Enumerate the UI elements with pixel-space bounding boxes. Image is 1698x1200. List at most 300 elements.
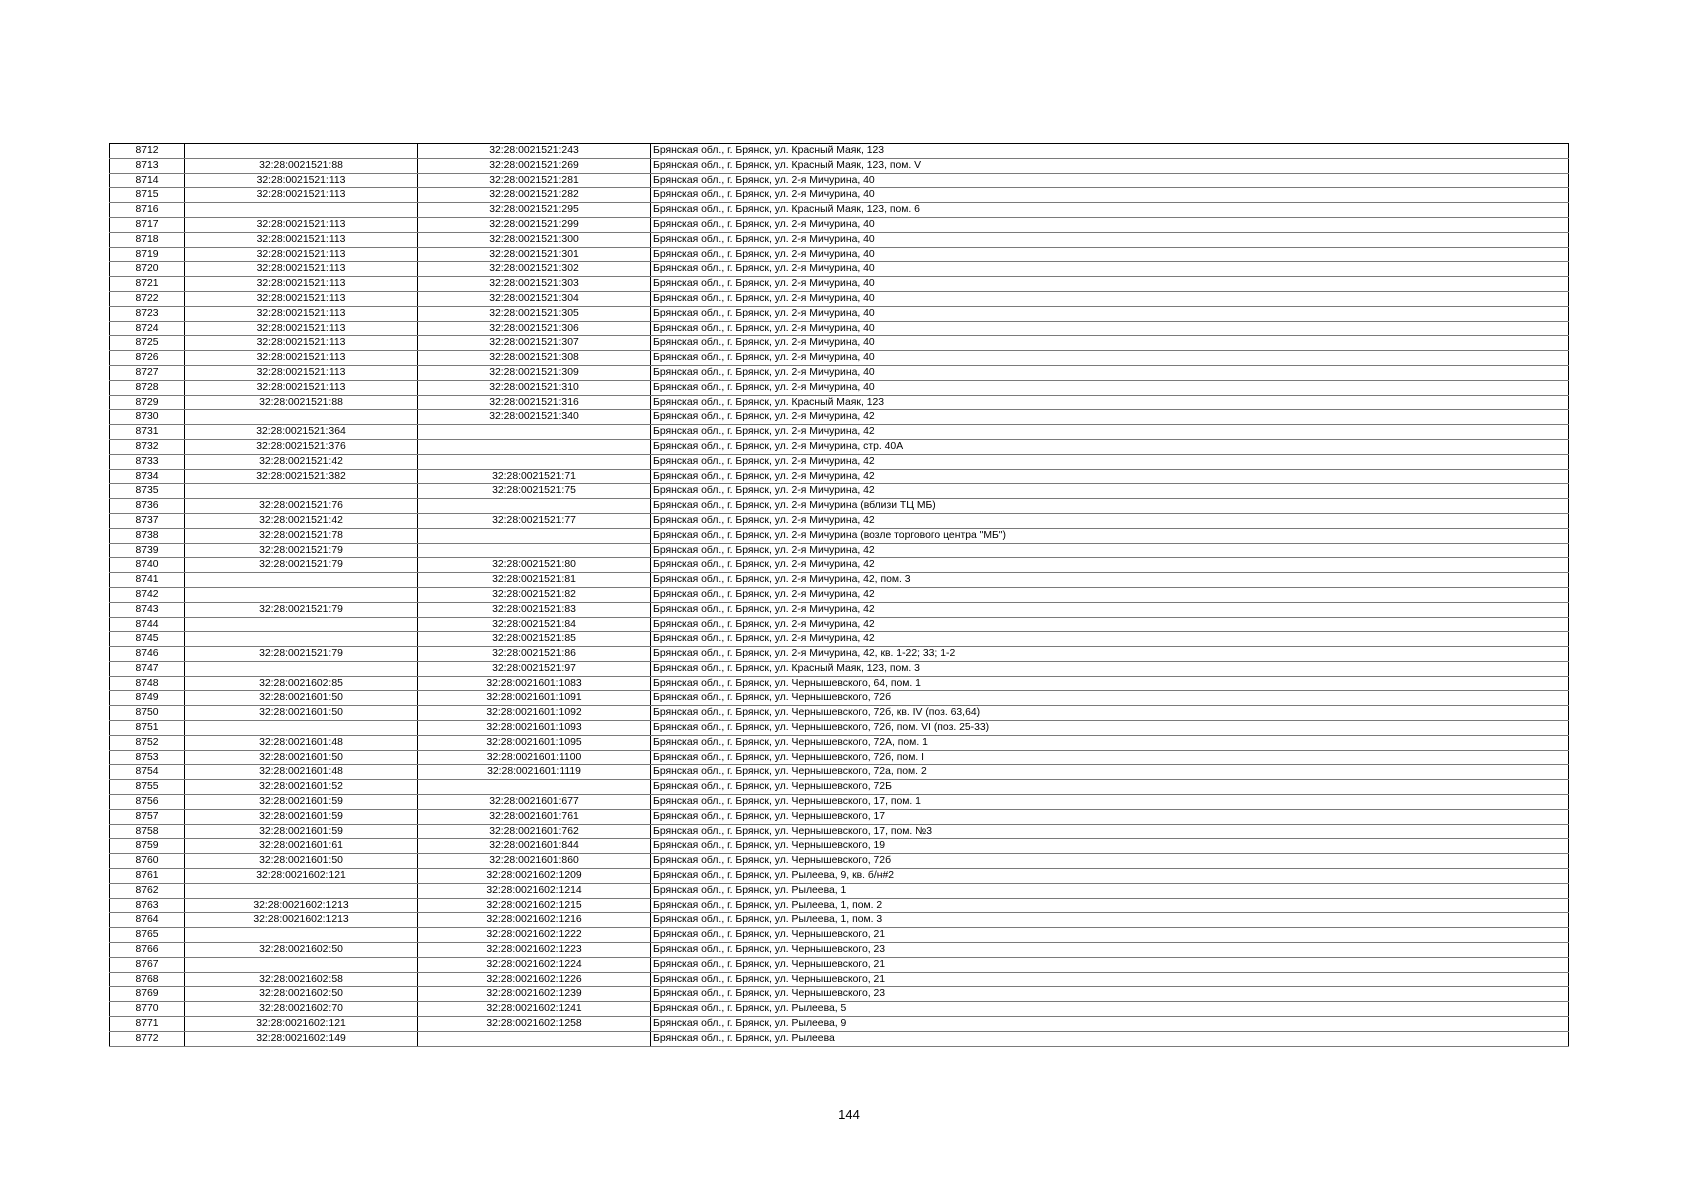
parcel-number-cell xyxy=(185,484,418,499)
object-number-cell xyxy=(418,1031,651,1046)
address-cell: Брянская обл., г. Брянск, ул. 2-я Мичурина, 42 xyxy=(651,513,1569,528)
parcel-number-cell: 32:28:0021521:364 xyxy=(185,425,418,440)
parcel-number-cell: 32:28:0021601:50 xyxy=(185,691,418,706)
object-number-cell: 32:28:0021521:301 xyxy=(418,247,651,262)
table-row xyxy=(110,676,1569,691)
parcel-number-cell: 32:28:0021521:113 xyxy=(185,277,418,292)
registry-table-body xyxy=(110,144,1569,1047)
parcel-number-cell: 32:28:0021521:113 xyxy=(185,351,418,366)
parcel-number-cell: 32:28:0021601:59 xyxy=(185,795,418,810)
address-cell: Брянская обл., г. Брянск, ул. Чернышевского, 72а, пом. 2 xyxy=(651,765,1569,780)
parcel-number-cell: 32:28:0021601:50 xyxy=(185,706,418,721)
object-number-cell: 32:28:0021521:300 xyxy=(418,232,651,247)
parcel-number-cell: 32:28:0021602:50 xyxy=(185,987,418,1002)
object-number-cell: 32:28:0021602:1258 xyxy=(418,1017,651,1032)
parcel-number-cell: 32:28:0021521:113 xyxy=(185,173,418,188)
row-number-cell: 8750 xyxy=(110,706,185,721)
object-number-cell: 32:28:0021601:844 xyxy=(418,839,651,854)
object-number-cell: 32:28:0021521:304 xyxy=(418,291,651,306)
object-number-cell: 32:28:0021601:1100 xyxy=(418,750,651,765)
row-number-cell: 8762 xyxy=(110,883,185,898)
object-number-cell: 32:28:0021521:71 xyxy=(418,469,651,484)
address-cell: Брянская обл., г. Брянск, ул. Чернышевского, 72Б xyxy=(651,780,1569,795)
parcel-number-cell: 32:28:0021602:50 xyxy=(185,943,418,958)
table-row xyxy=(110,1017,1569,1032)
object-number-cell: 32:28:0021601:1095 xyxy=(418,735,651,750)
parcel-number-cell: 32:28:0021601:61 xyxy=(185,839,418,854)
table-row xyxy=(110,573,1569,588)
table-row xyxy=(110,972,1569,987)
address-cell: Брянская обл., г. Брянск, ул. 2-я Мичурина, 42 xyxy=(651,587,1569,602)
row-number-cell: 8731 xyxy=(110,425,185,440)
parcel-number-cell: 32:28:0021602:58 xyxy=(185,972,418,987)
table-row xyxy=(110,291,1569,306)
row-number-cell: 8721 xyxy=(110,277,185,292)
row-number-cell: 8723 xyxy=(110,306,185,321)
table-row xyxy=(110,425,1569,440)
page-number: 144 xyxy=(838,1107,860,1122)
object-number-cell: 32:28:0021521:97 xyxy=(418,661,651,676)
object-number-cell xyxy=(418,425,651,440)
row-number-cell: 8730 xyxy=(110,410,185,425)
row-number-cell: 8732 xyxy=(110,439,185,454)
parcel-number-cell: 32:28:0021521:79 xyxy=(185,543,418,558)
object-number-cell: 32:28:0021602:1215 xyxy=(418,898,651,913)
table-row xyxy=(110,144,1569,159)
parcel-number-cell: 32:28:0021521:113 xyxy=(185,380,418,395)
table-row xyxy=(110,543,1569,558)
parcel-number-cell: 32:28:0021602:121 xyxy=(185,1017,418,1032)
table-row xyxy=(110,247,1569,262)
address-cell: Брянская обл., г. Брянск, ул. 2-я Мичурина, 40 xyxy=(651,173,1569,188)
address-cell: Брянская обл., г. Брянск, ул. Рылеева, 5 xyxy=(651,1002,1569,1017)
object-number-cell: 32:28:0021521:83 xyxy=(418,602,651,617)
parcel-number-cell: 32:28:0021521:113 xyxy=(185,321,418,336)
object-number-cell: 32:28:0021521:269 xyxy=(418,158,651,173)
object-number-cell: 32:28:0021521:82 xyxy=(418,587,651,602)
table-row xyxy=(110,380,1569,395)
address-cell: Брянская обл., г. Брянск, ул. 2-я Мичурина, 40 xyxy=(651,306,1569,321)
object-number-cell: 32:28:0021521:306 xyxy=(418,321,651,336)
object-number-cell: 32:28:0021601:1092 xyxy=(418,706,651,721)
row-number-cell: 8722 xyxy=(110,291,185,306)
parcel-number-cell: 32:28:0021521:382 xyxy=(185,469,418,484)
object-number-cell xyxy=(418,439,651,454)
row-number-cell: 8759 xyxy=(110,839,185,854)
table-row xyxy=(110,365,1569,380)
address-cell: Брянская обл., г. Брянск, ул. 2-я Мичурина, 42 xyxy=(651,425,1569,440)
row-number-cell: 8748 xyxy=(110,676,185,691)
object-number-cell: 32:28:0021521:302 xyxy=(418,262,651,277)
table-row xyxy=(110,869,1569,884)
row-number-cell: 8746 xyxy=(110,647,185,662)
parcel-number-cell: 32:28:0021521:113 xyxy=(185,306,418,321)
row-number-cell: 8749 xyxy=(110,691,185,706)
address-cell: Брянская обл., г. Брянск, ул. Чернышевского, 64, пом. 1 xyxy=(651,676,1569,691)
object-number-cell: 32:28:0021521:340 xyxy=(418,410,651,425)
row-number-cell: 8724 xyxy=(110,321,185,336)
table-row xyxy=(110,632,1569,647)
object-number-cell: 32:28:0021602:1223 xyxy=(418,943,651,958)
address-cell: Брянская обл., г. Брянск, ул. Рылеева, 1 xyxy=(651,883,1569,898)
address-cell: Брянская обл., г. Брянск, ул. Красный Маяк, 123, пом. 3 xyxy=(651,661,1569,676)
table-row xyxy=(110,410,1569,425)
parcel-number-cell xyxy=(185,203,418,218)
table-row xyxy=(110,336,1569,351)
table-row xyxy=(110,351,1569,366)
table-row xyxy=(110,617,1569,632)
parcel-number-cell: 32:28:0021602:85 xyxy=(185,676,418,691)
table-row xyxy=(110,750,1569,765)
address-cell: Брянская обл., г. Брянск, ул. Рылеева xyxy=(651,1031,1569,1046)
address-cell: Брянская обл., г. Брянск, ул. Красный Маяк, 123, пом. V xyxy=(651,158,1569,173)
table-row xyxy=(110,188,1569,203)
address-cell: Брянская обл., г. Брянск, ул. Чернышевского, 23 xyxy=(651,943,1569,958)
object-number-cell: 32:28:0021521:308 xyxy=(418,351,651,366)
parcel-number-cell xyxy=(185,721,418,736)
object-number-cell: 32:28:0021521:310 xyxy=(418,380,651,395)
table-row xyxy=(110,558,1569,573)
parcel-number-cell: 32:28:0021601:50 xyxy=(185,750,418,765)
parcel-number-cell: 32:28:0021521:113 xyxy=(185,336,418,351)
table-row xyxy=(110,839,1569,854)
object-number-cell: 32:28:0021602:1209 xyxy=(418,869,651,884)
parcel-number-cell xyxy=(185,144,418,159)
parcel-number-cell: 32:28:0021521:376 xyxy=(185,439,418,454)
address-cell: Брянская обл., г. Брянск, ул. Чернышевского, 17, пом. 1 xyxy=(651,795,1569,810)
parcel-number-cell xyxy=(185,587,418,602)
object-number-cell: 32:28:0021601:761 xyxy=(418,809,651,824)
object-number-cell: 32:28:0021521:299 xyxy=(418,217,651,232)
table-row xyxy=(110,928,1569,943)
row-number-cell: 8728 xyxy=(110,380,185,395)
row-number-cell: 8763 xyxy=(110,898,185,913)
object-number-cell: 32:28:0021521:303 xyxy=(418,277,651,292)
row-number-cell: 8769 xyxy=(110,987,185,1002)
address-cell: Брянская обл., г. Брянск, ул. Чернышевского, 72б, пом. VI (поз. 25-33) xyxy=(651,721,1569,736)
table-row xyxy=(110,439,1569,454)
row-number-cell: 8751 xyxy=(110,721,185,736)
row-number-cell: 8717 xyxy=(110,217,185,232)
parcel-number-cell: 32:28:0021521:88 xyxy=(185,158,418,173)
object-number-cell: 32:28:0021601:1119 xyxy=(418,765,651,780)
table-row xyxy=(110,484,1569,499)
address-cell: Брянская обл., г. Брянск, ул. 2-я Мичурина, 42 xyxy=(651,558,1569,573)
address-cell: Брянская обл., г. Брянск, ул. 2-я Мичурина, 40 xyxy=(651,217,1569,232)
table-row xyxy=(110,854,1569,869)
parcel-number-cell: 32:28:0021521:113 xyxy=(185,217,418,232)
row-number-cell: 8727 xyxy=(110,365,185,380)
row-number-cell: 8772 xyxy=(110,1031,185,1046)
table-row xyxy=(110,780,1569,795)
table-row xyxy=(110,883,1569,898)
object-number-cell: 32:28:0021521:309 xyxy=(418,365,651,380)
row-number-cell: 8756 xyxy=(110,795,185,810)
row-number-cell: 8758 xyxy=(110,824,185,839)
row-number-cell: 8714 xyxy=(110,173,185,188)
row-number-cell: 8767 xyxy=(110,957,185,972)
row-number-cell: 8765 xyxy=(110,928,185,943)
object-number-cell: 32:28:0021521:80 xyxy=(418,558,651,573)
registry-table xyxy=(109,143,1569,1047)
table-row xyxy=(110,232,1569,247)
table-row xyxy=(110,691,1569,706)
parcel-number-cell: 32:28:0021602:1213 xyxy=(185,913,418,928)
row-number-cell: 8766 xyxy=(110,943,185,958)
row-number-cell: 8739 xyxy=(110,543,185,558)
row-number-cell: 8757 xyxy=(110,809,185,824)
table-row xyxy=(110,1002,1569,1017)
row-number-cell: 8753 xyxy=(110,750,185,765)
table-row xyxy=(110,321,1569,336)
address-cell: Брянская обл., г. Брянск, ул. Чернышевского, 21 xyxy=(651,972,1569,987)
table-row xyxy=(110,765,1569,780)
table-row xyxy=(110,203,1569,218)
parcel-number-cell: 32:28:0021601:50 xyxy=(185,854,418,869)
parcel-number-cell: 32:28:0021521:113 xyxy=(185,365,418,380)
address-cell: Брянская обл., г. Брянск, ул. 2-я Мичурина, 42, пом. 3 xyxy=(651,573,1569,588)
parcel-number-cell: 32:28:0021521:42 xyxy=(185,513,418,528)
object-number-cell xyxy=(418,543,651,558)
object-number-cell: 32:28:0021521:305 xyxy=(418,306,651,321)
object-number-cell: 32:28:0021602:1222 xyxy=(418,928,651,943)
parcel-number-cell xyxy=(185,883,418,898)
address-cell: Брянская обл., г. Брянск, ул. 2-я Мичурина, 40 xyxy=(651,232,1569,247)
object-number-cell: 32:28:0021602:1239 xyxy=(418,987,651,1002)
table-row xyxy=(110,824,1569,839)
row-number-cell: 8742 xyxy=(110,587,185,602)
address-cell: Брянская обл., г. Брянск, ул. Красный Маяк, 123 xyxy=(651,144,1569,159)
address-cell: Брянская обл., г. Брянск, ул. Чернышевского, 72А, пом. 1 xyxy=(651,735,1569,750)
table-row xyxy=(110,602,1569,617)
row-number-cell: 8764 xyxy=(110,913,185,928)
row-number-cell: 8741 xyxy=(110,573,185,588)
object-number-cell: 32:28:0021602:1241 xyxy=(418,1002,651,1017)
parcel-number-cell: 32:28:0021521:113 xyxy=(185,291,418,306)
row-number-cell: 8737 xyxy=(110,513,185,528)
row-number-cell: 8712 xyxy=(110,144,185,159)
table-row xyxy=(110,661,1569,676)
object-number-cell: 32:28:0021521:84 xyxy=(418,617,651,632)
object-number-cell xyxy=(418,528,651,543)
row-number-cell: 8719 xyxy=(110,247,185,262)
object-number-cell: 32:28:0021601:860 xyxy=(418,854,651,869)
object-number-cell: 32:28:0021601:1091 xyxy=(418,691,651,706)
parcel-number-cell: 32:28:0021601:59 xyxy=(185,809,418,824)
table-row xyxy=(110,469,1569,484)
parcel-number-cell: 32:28:0021521:79 xyxy=(185,647,418,662)
table-row xyxy=(110,587,1569,602)
row-number-cell: 8726 xyxy=(110,351,185,366)
row-number-cell: 8745 xyxy=(110,632,185,647)
table-row xyxy=(110,217,1569,232)
row-number-cell: 8744 xyxy=(110,617,185,632)
row-number-cell: 8713 xyxy=(110,158,185,173)
address-cell: Брянская обл., г. Брянск, ул. Чернышевского, 72б xyxy=(651,691,1569,706)
address-cell: Брянская обл., г. Брянск, ул. Чернышевского, 23 xyxy=(651,987,1569,1002)
address-cell: Брянская обл., г. Брянск, ул. 2-я Мичурина, 40 xyxy=(651,291,1569,306)
object-number-cell xyxy=(418,499,651,514)
address-cell: Брянская обл., г. Брянск, ул. 2-я Мичурина (возле торгового центра "МБ") xyxy=(651,528,1569,543)
object-number-cell: 32:28:0021602:1224 xyxy=(418,957,651,972)
object-number-cell: 32:28:0021521:307 xyxy=(418,336,651,351)
object-number-cell: 32:28:0021521:75 xyxy=(418,484,651,499)
row-number-cell: 8760 xyxy=(110,854,185,869)
address-cell: Брянская обл., г. Брянск, ул. Чернышевского, 17 xyxy=(651,809,1569,824)
address-cell: Брянская обл., г. Брянск, ул. Чернышевского, 21 xyxy=(651,957,1569,972)
table-row xyxy=(110,943,1569,958)
address-cell: Брянская обл., г. Брянск, ул. 2-я Мичурина, 40 xyxy=(651,262,1569,277)
address-cell: Брянская обл., г. Брянск, ул. 2-я Мичурина, стр. 40А xyxy=(651,439,1569,454)
object-number-cell: 32:28:0021521:295 xyxy=(418,203,651,218)
row-number-cell: 8770 xyxy=(110,1002,185,1017)
object-number-cell: 32:28:0021521:86 xyxy=(418,647,651,662)
object-number-cell: 32:28:0021521:77 xyxy=(418,513,651,528)
row-number-cell: 8718 xyxy=(110,232,185,247)
parcel-number-cell: 32:28:0021602:70 xyxy=(185,1002,418,1017)
address-cell: Брянская обл., г. Брянск, ул. 2-я Мичурина, 42 xyxy=(651,469,1569,484)
row-number-cell: 8720 xyxy=(110,262,185,277)
row-number-cell: 8715 xyxy=(110,188,185,203)
parcel-number-cell: 32:28:0021601:48 xyxy=(185,735,418,750)
object-number-cell: 32:28:0021602:1226 xyxy=(418,972,651,987)
parcel-number-cell xyxy=(185,928,418,943)
address-cell: Брянская обл., г. Брянск, ул. 2-я Мичурина, 40 xyxy=(651,351,1569,366)
address-cell: Брянская обл., г. Брянск, ул. Рылеева, 1, пом. 2 xyxy=(651,898,1569,913)
table-row xyxy=(110,513,1569,528)
parcel-number-cell xyxy=(185,617,418,632)
parcel-number-cell xyxy=(185,661,418,676)
row-number-cell: 8747 xyxy=(110,661,185,676)
parcel-number-cell: 32:28:0021521:79 xyxy=(185,602,418,617)
table-row xyxy=(110,913,1569,928)
parcel-number-cell: 32:28:0021521:113 xyxy=(185,188,418,203)
row-number-cell: 8755 xyxy=(110,780,185,795)
row-number-cell: 8734 xyxy=(110,469,185,484)
object-number-cell: 32:28:0021601:1093 xyxy=(418,721,651,736)
address-cell: Брянская обл., г. Брянск, ул. Чернышевского, 17, пом. №3 xyxy=(651,824,1569,839)
parcel-number-cell: 32:28:0021601:59 xyxy=(185,824,418,839)
row-number-cell: 8768 xyxy=(110,972,185,987)
address-cell: Брянская обл., г. Брянск, ул. 2-я Мичурина, 40 xyxy=(651,247,1569,262)
table-row xyxy=(110,706,1569,721)
address-cell: Брянская обл., г. Брянск, ул. Чернышевского, 72б xyxy=(651,854,1569,869)
row-number-cell: 8754 xyxy=(110,765,185,780)
address-cell: Брянская обл., г. Брянск, ул. Рылеева, 1, пом. 3 xyxy=(651,913,1569,928)
row-number-cell: 8771 xyxy=(110,1017,185,1032)
row-number-cell: 8743 xyxy=(110,602,185,617)
address-cell: Брянская обл., г. Брянск, ул. Рылеева, 9, кв. б/н#2 xyxy=(651,869,1569,884)
object-number-cell: 32:28:0021521:282 xyxy=(418,188,651,203)
address-cell: Брянская обл., г. Брянск, ул. 2-я Мичурина, 40 xyxy=(651,365,1569,380)
parcel-number-cell: 32:28:0021521:78 xyxy=(185,528,418,543)
row-number-cell: 8738 xyxy=(110,528,185,543)
parcel-number-cell: 32:28:0021521:79 xyxy=(185,558,418,573)
object-number-cell: 32:28:0021521:316 xyxy=(418,395,651,410)
table-row xyxy=(110,158,1569,173)
table-row xyxy=(110,809,1569,824)
parcel-number-cell: 32:28:0021521:76 xyxy=(185,499,418,514)
row-number-cell: 8735 xyxy=(110,484,185,499)
address-cell: Брянская обл., г. Брянск, ул. 2-я Мичурина, 42 xyxy=(651,410,1569,425)
parcel-number-cell xyxy=(185,632,418,647)
address-cell: Брянская обл., г. Брянск, ул. 2-я Мичурина, 42 xyxy=(651,617,1569,632)
address-cell: Брянская обл., г. Брянск, ул. 2-я Мичурина, 40 xyxy=(651,380,1569,395)
object-number-cell: 32:28:0021521:81 xyxy=(418,573,651,588)
table-row xyxy=(110,735,1569,750)
parcel-number-cell: 32:28:0021521:42 xyxy=(185,454,418,469)
table-row xyxy=(110,528,1569,543)
parcel-number-cell: 32:28:0021601:52 xyxy=(185,780,418,795)
object-number-cell: 32:28:0021601:677 xyxy=(418,795,651,810)
table-row xyxy=(110,277,1569,292)
object-number-cell: 32:28:0021602:1214 xyxy=(418,883,651,898)
address-cell: Брянская обл., г. Брянск, ул. 2-я Мичурина, 40 xyxy=(651,321,1569,336)
table-row xyxy=(110,898,1569,913)
address-cell: Брянская обл., г. Брянск, ул. 2-я Мичурина, 42 xyxy=(651,602,1569,617)
address-cell: Брянская обл., г. Брянск, ул. Рылеева, 9 xyxy=(651,1017,1569,1032)
address-cell: Брянская обл., г. Брянск, ул. 2-я Мичурина, 40 xyxy=(651,277,1569,292)
address-cell: Брянская обл., г. Брянск, ул. Чернышевского, 19 xyxy=(651,839,1569,854)
parcel-number-cell: 32:28:0021521:113 xyxy=(185,262,418,277)
row-number-cell: 8736 xyxy=(110,499,185,514)
object-number-cell: 32:28:0021602:1216 xyxy=(418,913,651,928)
object-number-cell: 32:28:0021521:281 xyxy=(418,173,651,188)
table-row xyxy=(110,454,1569,469)
address-cell: Брянская обл., г. Брянск, ул. 2-я Мичурина, 42, кв. 1-22; 33; 1-2 xyxy=(651,647,1569,662)
table-row xyxy=(110,499,1569,514)
table-row xyxy=(110,987,1569,1002)
parcel-number-cell: 32:28:0021521:88 xyxy=(185,395,418,410)
table-row xyxy=(110,957,1569,972)
object-number-cell: 32:28:0021521:243 xyxy=(418,144,651,159)
row-number-cell: 8729 xyxy=(110,395,185,410)
table-row xyxy=(110,795,1569,810)
parcel-number-cell: 32:28:0021521:113 xyxy=(185,232,418,247)
address-cell: Брянская обл., г. Брянск, ул. 2-я Мичурина, 42 xyxy=(651,632,1569,647)
table-row xyxy=(110,395,1569,410)
address-cell: Брянская обл., г. Брянск, ул. 2-я Мичурина, 40 xyxy=(651,336,1569,351)
object-number-cell: 32:28:0021521:85 xyxy=(418,632,651,647)
table-row xyxy=(110,306,1569,321)
object-number-cell xyxy=(418,780,651,795)
address-cell: Брянская обл., г. Брянск, ул. 2-я Мичурина, 40 xyxy=(651,188,1569,203)
row-number-cell: 8761 xyxy=(110,869,185,884)
parcel-number-cell: 32:28:0021602:1213 xyxy=(185,898,418,913)
address-cell: Брянская обл., г. Брянск, ул. Красный Маяк, 123 xyxy=(651,395,1569,410)
table-row xyxy=(110,1031,1569,1046)
parcel-number-cell xyxy=(185,410,418,425)
parcel-number-cell: 32:28:0021602:121 xyxy=(185,869,418,884)
parcel-number-cell xyxy=(185,573,418,588)
table-row xyxy=(110,173,1569,188)
table-row xyxy=(110,262,1569,277)
address-cell: Брянская обл., г. Брянск, ул. 2-я Мичурина (вблизи ТЦ МБ) xyxy=(651,499,1569,514)
parcel-number-cell: 32:28:0021521:113 xyxy=(185,247,418,262)
row-number-cell: 8752 xyxy=(110,735,185,750)
address-cell: Брянская обл., г. Брянск, ул. Чернышевского, 72б, пом. I xyxy=(651,750,1569,765)
parcel-number-cell xyxy=(185,957,418,972)
address-cell: Брянская обл., г. Брянск, ул. Красный Маяк, 123, пом. 6 xyxy=(651,203,1569,218)
table-row xyxy=(110,647,1569,662)
row-number-cell: 8716 xyxy=(110,203,185,218)
parcel-number-cell: 32:28:0021602:149 xyxy=(185,1031,418,1046)
table-row xyxy=(110,721,1569,736)
object-number-cell xyxy=(418,454,651,469)
address-cell: Брянская обл., г. Брянск, ул. Чернышевского, 21 xyxy=(651,928,1569,943)
parcel-number-cell: 32:28:0021601:48 xyxy=(185,765,418,780)
object-number-cell: 32:28:0021601:762 xyxy=(418,824,651,839)
